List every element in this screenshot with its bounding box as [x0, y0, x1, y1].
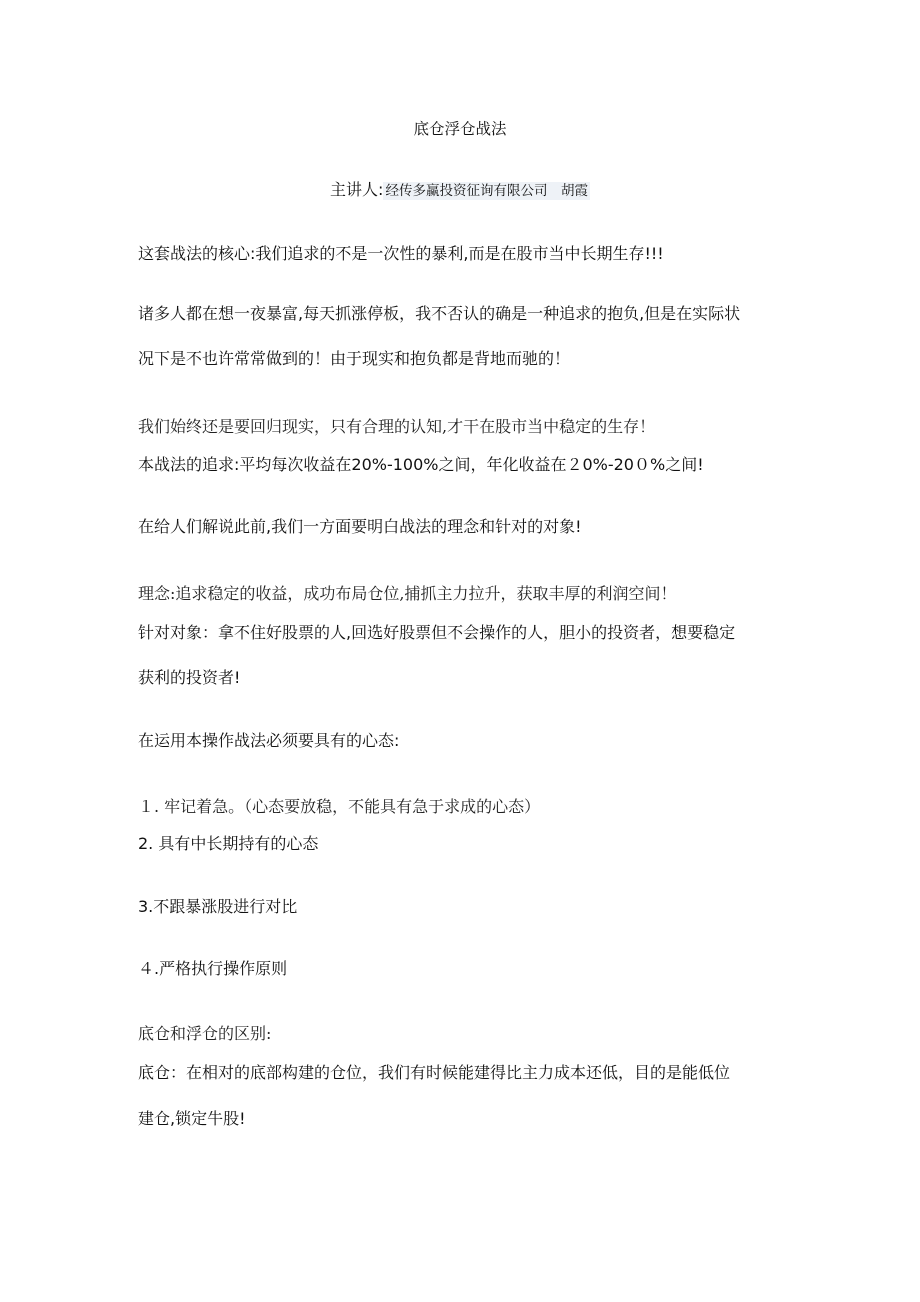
- mindset-item-3: 3.不跟暴涨股进行对比: [138, 897, 298, 916]
- speaker-company: 经传多赢投资征询有限公司 胡霞: [385, 183, 588, 199]
- document-title: 底仓浮仓战法: [413, 120, 507, 138]
- paragraph-reality: 我们始终还是要回归现实，只有合理的认知,才干在股市当中稳定的生存！: [138, 417, 656, 436]
- paragraph-concept: 理念:追求稳定的收益，成功布局仓位,捕抓主力拉升，获取丰厚的利润空间！: [138, 584, 677, 603]
- paragraph-base-position-line-2: 建仓,锁定牛股!: [138, 1109, 246, 1128]
- paragraph-intro: 在给人们解说此前,我们一方面要明白战法的理念和针对的对象!: [138, 517, 582, 536]
- paragraph-target-line-2: 获利的投资者!: [138, 668, 241, 687]
- mindset-item-4: ４.严格执行操作原则: [138, 959, 288, 978]
- paragraph-core: 这套战法的核心:我们追求的不是一次性的暴利,而是在股市当中长期生存!!!: [138, 244, 664, 263]
- mindset-item-1: １. 牢记着急。（心态要放稳，不能具有急于求成的心态）: [138, 797, 541, 816]
- paragraph-base-position-line-1: 底仓：在相对的底部构建的仓位，我们有时候能建得比主力成本还低，目的是能低位: [138, 1063, 731, 1082]
- speaker-label: 主讲人:: [330, 180, 384, 199]
- paragraph-target-line-1: 针对对象：拿不住好股票的人,回选好股票但不会操作的人，胆小的投资者，想要稳定: [138, 623, 736, 642]
- paragraph-goal: 本战法的追求:平均每次收益在20%-100%之间，年化收益在２0%-20０%之间!: [138, 455, 704, 474]
- mindset-item-2: 2. 具有中长期持有的心态: [138, 834, 319, 853]
- speaker-line: [0, 179, 920, 202]
- paragraph-get-rich-line-2: 况下是不也许常常做到的！由于现实和抱负都是背地而驰的！: [138, 349, 571, 368]
- paragraph-difference-heading: 底仓和浮仓的区别:: [138, 1024, 272, 1043]
- paragraph-mindset-heading: 在运用本操作战法必须要具有的心态:: [138, 731, 400, 750]
- paragraph-get-rich-line-1: 诸多人都在想一夜暴富,每天抓涨停板，我不否认的确是一种追求的抱负,但是在实际状: [138, 304, 741, 323]
